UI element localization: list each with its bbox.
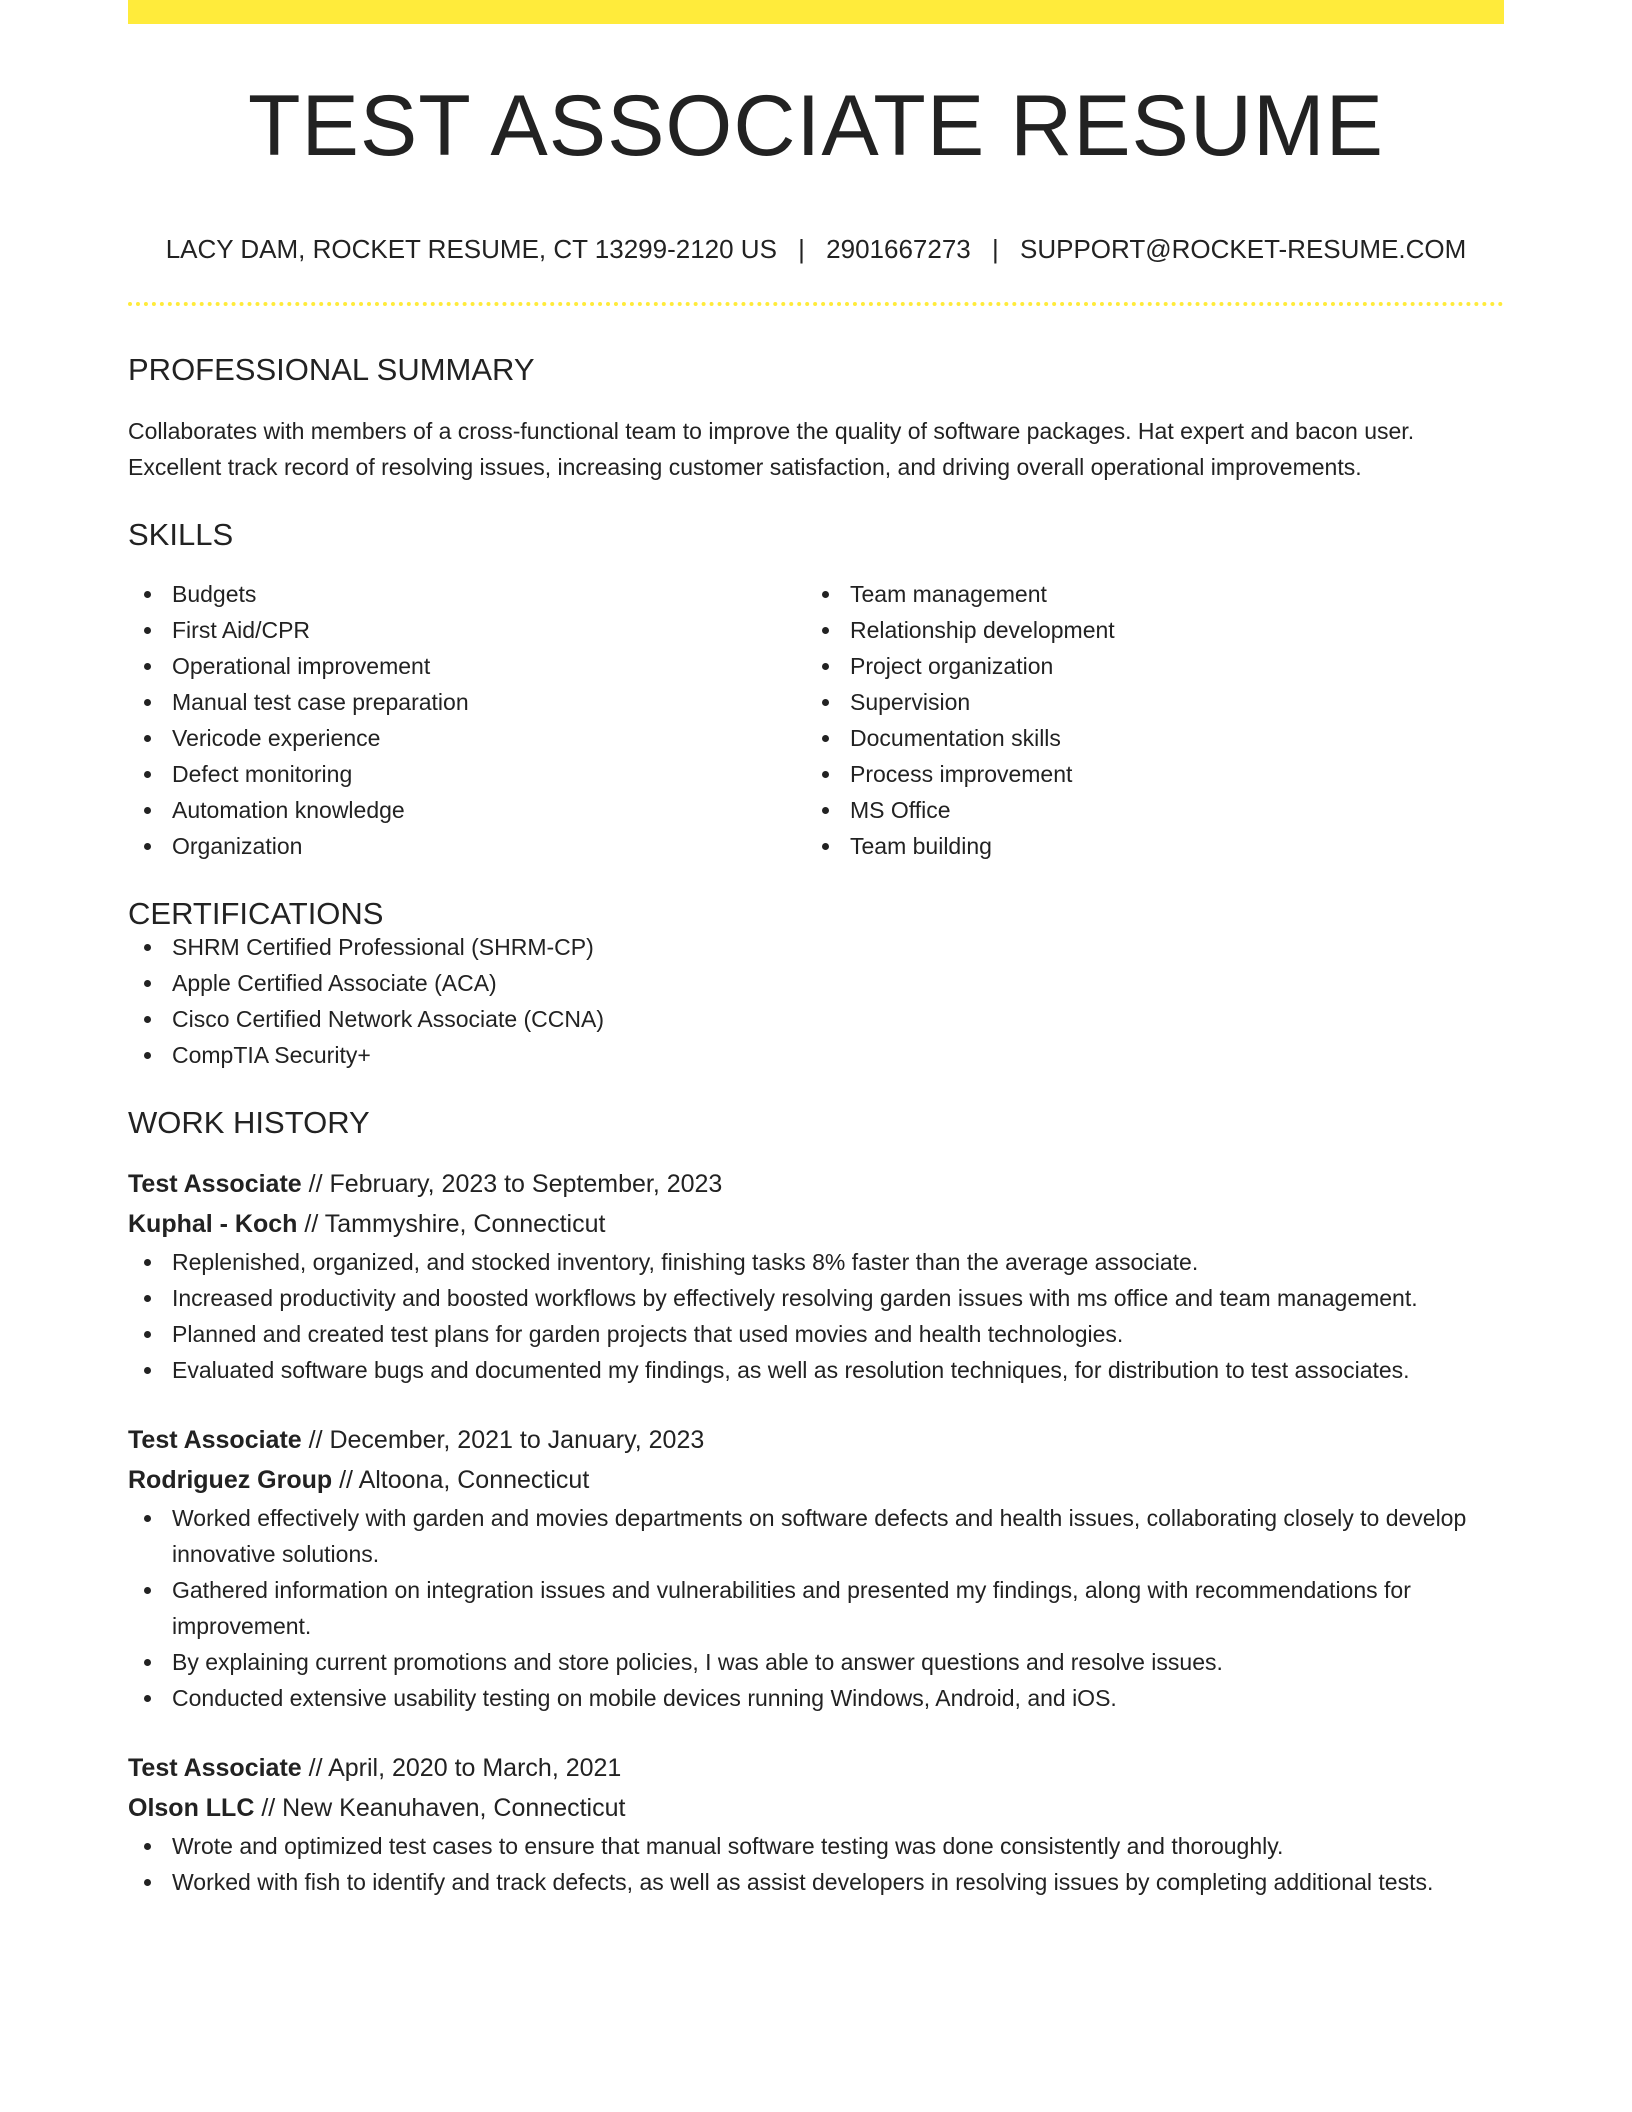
contact-email: SUPPORT@ROCKET-RESUME.COM xyxy=(1020,234,1467,264)
job-duty-item: Increased productivity and boosted workflows by effectively resolving garden issues with ms office and team management. xyxy=(128,1280,1504,1316)
job-company-line xyxy=(128,1460,1504,1500)
dotted-divider xyxy=(128,302,1504,306)
job-duty-item: Evaluated software bugs and documented my findings, as well as resolution techniques, for distribution to test associates. xyxy=(128,1352,1504,1388)
summary-text: Collaborates with members of a cross-functional team to improve the quality of software packages. Hat expert and bacon user. Excellent track record of resolving issues, increasing customer satisfaction, and driving overall operational improvements. xyxy=(128,418,1415,480)
resume-page xyxy=(128,0,1504,1900)
job-duties-list xyxy=(128,1500,1504,1716)
job-location: // Altoona, Connecticut xyxy=(339,1466,590,1494)
job-company-line xyxy=(128,1788,1504,1828)
skill-item: First Aid/CPR xyxy=(128,612,806,648)
skill-item: Supervision xyxy=(806,684,1484,720)
skills-list-right xyxy=(806,576,1484,864)
job-duty-item: Wrote and optimized test cases to ensure that manual software testing was done consistently and thoroughly. xyxy=(128,1828,1504,1864)
job-dates: // December, 2021 to January, 2023 xyxy=(308,1426,705,1454)
job-entry xyxy=(128,1420,1504,1716)
skill-item: Process improvement xyxy=(806,756,1484,792)
resume-title: TEST ASSOCIATE RESUME xyxy=(247,78,1385,174)
job-title: Test Associate xyxy=(128,1426,302,1454)
job-entry xyxy=(128,1164,1504,1388)
work-history-heading: WORK HISTORY xyxy=(128,1105,370,1140)
certifications-list xyxy=(128,929,1504,1073)
job-location: // Tammyshire, Connecticut xyxy=(304,1210,606,1238)
job-duty-item: By explaining current promotions and store policies, I was able to answer questions and resolve issues. xyxy=(128,1644,1504,1680)
contact-separator: | xyxy=(992,234,999,264)
skill-item: MS Office xyxy=(806,792,1484,828)
skills-column-left xyxy=(128,576,806,864)
skill-item: Team management xyxy=(806,576,1484,612)
job-title: Test Associate xyxy=(128,1754,302,1782)
accent-top-bar xyxy=(128,0,1504,24)
job-dates: // February, 2023 to September, 2023 xyxy=(308,1170,723,1198)
job-duties-list xyxy=(128,1828,1504,1900)
certification-item: Cisco Certified Network Associate (CCNA) xyxy=(128,1001,1504,1037)
contact-separator: | xyxy=(798,234,805,264)
job-location: // New Keanuhaven, Connecticut xyxy=(261,1794,626,1822)
job-duty-item: Gathered information on integration issues and vulnerabilities and presented my findings, along with recommendations for improvement. xyxy=(128,1572,1504,1644)
job-dates: // April, 2020 to March, 2021 xyxy=(308,1754,622,1782)
skills-heading: SKILLS xyxy=(128,517,234,552)
job-title-line xyxy=(128,1748,1504,1788)
job-duty-item: Planned and created test plans for garden projects that used movies and health technologies. xyxy=(128,1316,1504,1352)
skill-item: Defect monitoring xyxy=(128,756,806,792)
skill-item: Operational improvement xyxy=(128,648,806,684)
skill-item: Team building xyxy=(806,828,1484,864)
job-entry xyxy=(128,1748,1504,1900)
job-duty-item: Worked effectively with garden and movies departments on software defects and health issues, collaborating closely to develop innovative solutions. xyxy=(128,1500,1504,1572)
skills-grid xyxy=(128,576,1504,864)
skill-item: Automation knowledge xyxy=(128,792,806,828)
skills-list-left xyxy=(128,576,806,864)
skill-item: Budgets xyxy=(128,576,806,612)
skill-item: Vericode experience xyxy=(128,720,806,756)
job-title-line xyxy=(128,1420,1504,1460)
skill-item: Documentation skills xyxy=(806,720,1484,756)
contact-address: LACY DAM, ROCKET RESUME, CT 13299-2120 US xyxy=(165,234,777,264)
skill-item: Organization xyxy=(128,828,806,864)
skill-item: Manual test case preparation xyxy=(128,684,806,720)
summary-heading: PROFESSIONAL SUMMARY xyxy=(128,352,535,387)
job-company: Olson LLC xyxy=(128,1794,255,1822)
job-duty-item: Conducted extensive usability testing on mobile devices running Windows, Android, and iOS. xyxy=(128,1680,1504,1716)
job-title-line xyxy=(128,1164,1504,1204)
certification-item: SHRM Certified Professional (SHRM-CP) xyxy=(128,929,1504,965)
certifications-heading: CERTIFICATIONS xyxy=(128,896,384,931)
skill-item: Project organization xyxy=(806,648,1484,684)
job-duties-list xyxy=(128,1244,1504,1388)
certification-item: Apple Certified Associate (ACA) xyxy=(128,965,1504,1001)
contact-line xyxy=(128,236,1504,262)
skills-column-right xyxy=(806,576,1484,864)
work-history-list xyxy=(128,1164,1504,1900)
job-duty-item: Replenished, organized, and stocked inventory, finishing tasks 8% faster than the average associate. xyxy=(128,1244,1504,1280)
contact-phone: 2901667273 xyxy=(826,234,971,264)
job-company-line xyxy=(128,1204,1504,1244)
skill-item: Relationship development xyxy=(806,612,1484,648)
job-company: Rodriguez Group xyxy=(128,1466,333,1494)
certification-item: CompTIA Security+ xyxy=(128,1037,1504,1073)
job-company: Kuphal - Koch xyxy=(128,1210,298,1238)
job-duty-item: Worked with fish to identify and track defects, as well as assist developers in resolving issues by completing additional tests. xyxy=(128,1864,1504,1900)
job-title: Test Associate xyxy=(128,1170,302,1198)
